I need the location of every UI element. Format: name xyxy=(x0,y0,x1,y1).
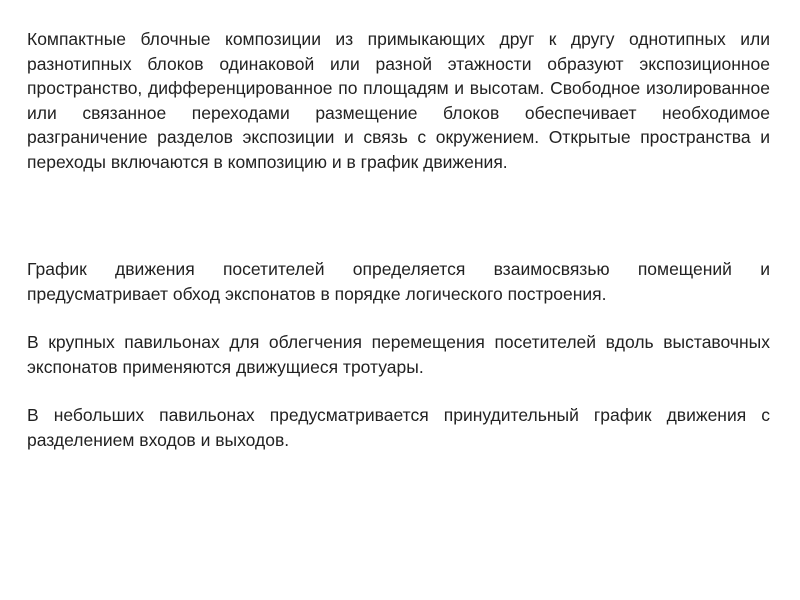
paragraph-block-compositions: Компактные блочные композиции из примыкающих друг к другу однотипных или разнотипных блоков одинаковой или разной этажности образуют экспозиционное пространство, дифференцированное по площадям и высотам. Свободное изолированное или связанное переходами размещение блоков обеспечивает необходимое разграничение разделов экспозиции и связь с окружением. Открытые пространства и переходы включаются в композицию и в график движения. xyxy=(27,29,770,172)
text-block-exposition-composition xyxy=(27,27,770,174)
text-block-visitor-movement xyxy=(27,257,770,452)
paragraph-visitor-route: График движения посетителей определяется взаимосвязью помещений и предусматривает обход экспонатов в порядке логического построения. xyxy=(27,259,770,304)
paragraph-moving-walkways: В крупных павильонах для облегчения перемещения посетителей вдоль выставочных экспонатов применяются движущиеся тротуары. xyxy=(27,332,770,377)
paragraph-forced-route: В небольших павильонах предусматривается принудительный график движения с разделением входов и выходов. xyxy=(27,405,770,450)
